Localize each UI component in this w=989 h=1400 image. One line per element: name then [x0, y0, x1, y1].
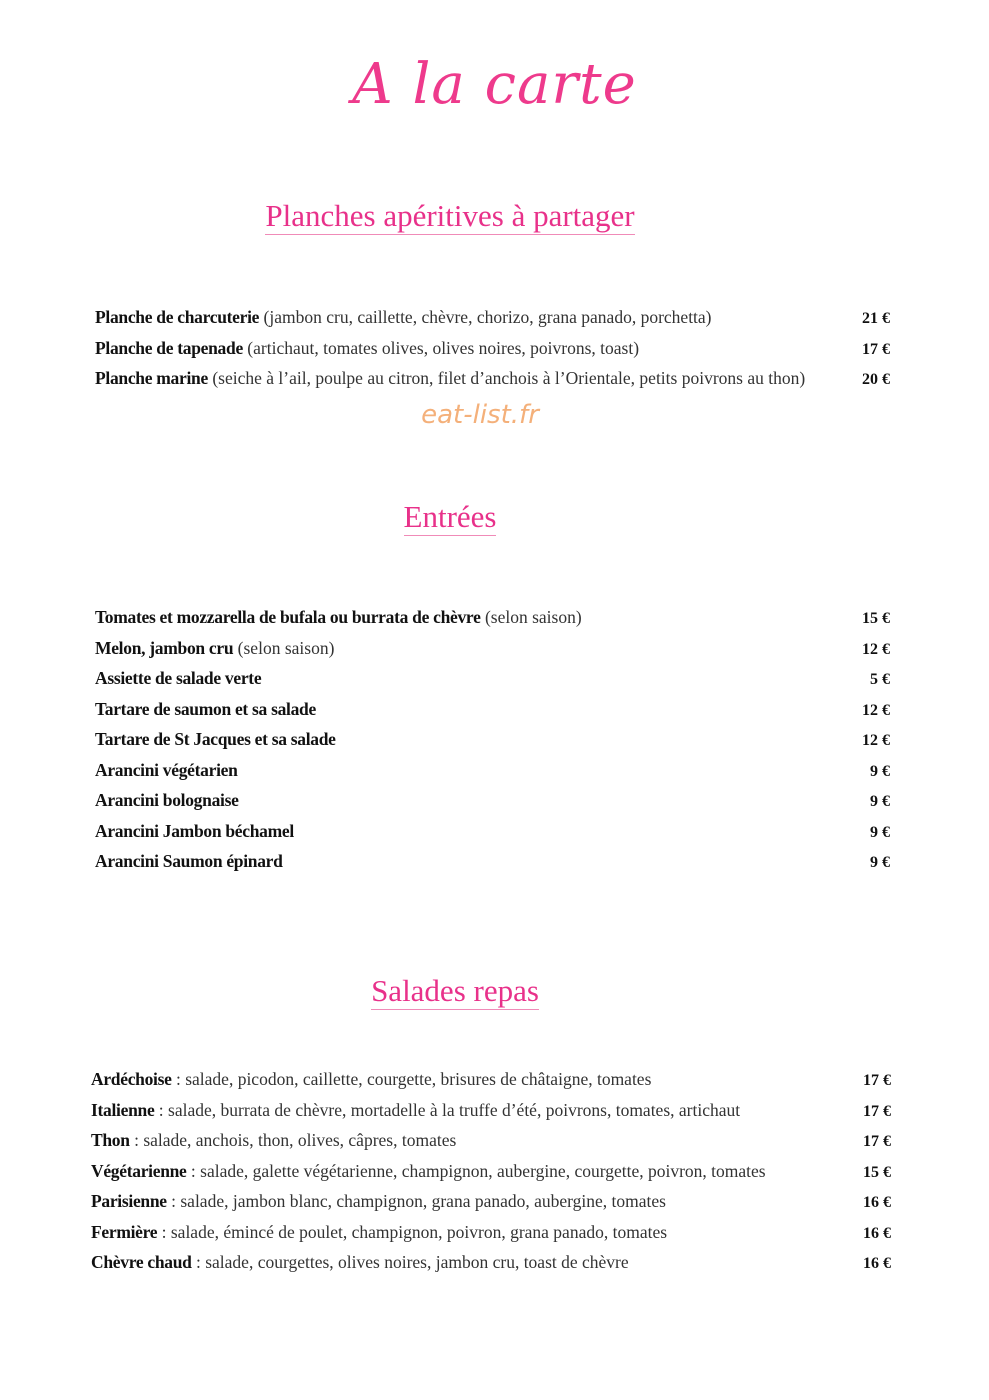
item-price: 12 € [862, 640, 890, 658]
item-price: 17 € [863, 1072, 891, 1089]
menu-item [95, 633, 890, 664]
item-price: 9 € [870, 823, 890, 841]
item-name: Arancini bolognaise [95, 790, 239, 810]
item-price: 9 € [870, 762, 890, 780]
menu-item-text [95, 602, 807, 633]
item-name: Ardéchoise [91, 1069, 172, 1089]
menu-item-text [95, 846, 807, 877]
menu-item-text [91, 1217, 803, 1248]
item-description: : salade, émincé de poulet, champignon, poivron, grana panado, tomates [157, 1221, 668, 1242]
item-description: : salade, jambon blanc, champignon, grana panado, aubergine, tomates [166, 1191, 666, 1211]
item-description: : salade, anchois, thon, olives, câpres, tomates [129, 1130, 457, 1150]
item-price: 16 € [863, 1194, 891, 1211]
menu-list-entrees [95, 602, 890, 877]
menu-item [91, 1247, 891, 1278]
item-name: Tartare de St Jacques et sa salade [95, 729, 336, 749]
menu-item [95, 846, 890, 877]
item-name: Planche de tapenade [95, 337, 243, 358]
section-title-salades [0, 973, 910, 1009]
item-description: : salade, courgettes, olives noires, jambon cru, toast de chèvre [191, 1252, 629, 1272]
section-title-entrees [0, 499, 900, 535]
item-price: 20 € [862, 371, 890, 388]
menu-item [95, 755, 890, 786]
item-name: Fermière [91, 1221, 158, 1242]
item-description: : salade, picodon, caillette, courgette, brisures de châtaigne, tomates [171, 1069, 652, 1089]
item-name: Chèvre chaud [91, 1252, 192, 1272]
menu-item-text [91, 1064, 803, 1095]
item-price: 17 € [862, 340, 890, 358]
section-title-planches [0, 198, 900, 234]
item-price: 17 € [863, 1133, 891, 1150]
menu-item-text [95, 333, 807, 364]
item-name: Planche marine [95, 368, 208, 388]
menu-item-text [91, 1186, 803, 1217]
menu-item-text [95, 785, 807, 816]
menu-item-text [95, 694, 807, 725]
menu-item [91, 1095, 891, 1126]
menu-item [91, 1125, 891, 1156]
item-name: Tomates et mozzarella de bufala ou burrata de chèvre [95, 607, 481, 627]
item-description: (selon saison) [233, 637, 335, 658]
menu-item-text [95, 816, 807, 847]
item-price: 21 € [862, 310, 890, 327]
section-title-salades-text: Salades repas [371, 973, 539, 1008]
item-name: Parisienne [91, 1191, 167, 1211]
item-name: Arancini Saumon épinard [95, 851, 283, 871]
item-price: 16 € [863, 1255, 891, 1272]
item-price: 15 € [862, 610, 890, 627]
item-description: (seiche à l’ail, poulpe au citron, filet d’anchois à l’Orientale, petits poivrons au thon) [207, 368, 806, 388]
menu-item [91, 1064, 891, 1095]
menu-item [91, 1217, 891, 1248]
menu-item-text [91, 1247, 803, 1278]
menu-list-salades [91, 1064, 891, 1278]
menu-item-text [91, 1125, 803, 1156]
item-price: 9 € [870, 854, 890, 871]
menu-item [95, 785, 890, 816]
item-description: (selon saison) [480, 607, 582, 627]
item-description: (artichaut, tomates olives, olives noires, poivrons, toast) [242, 337, 640, 358]
item-name: Thon [91, 1130, 130, 1150]
item-price: 16 € [863, 1224, 891, 1242]
menu-item [95, 724, 890, 755]
menu-item-text [95, 724, 807, 755]
item-name: Planche de charcuterie [95, 307, 260, 327]
watermark: eat-list.fr [421, 400, 539, 430]
menu-item [95, 816, 890, 847]
menu-item-text [95, 663, 807, 694]
item-description: (jambon cru, caillette, chèvre, chorizo, grana panado, porchetta) [259, 307, 712, 327]
menu-item-text [95, 755, 807, 786]
item-price: 12 € [862, 732, 890, 749]
menu-item-text [95, 363, 807, 394]
item-description: : salade, galette végétarienne, champignon, aubergine, courgette, poivron, tomates [186, 1160, 766, 1181]
item-price: 17 € [863, 1102, 891, 1120]
item-name: Arancini Jambon béchamel [95, 820, 294, 841]
menu-item [91, 1156, 891, 1187]
item-name: Italienne [91, 1099, 155, 1120]
item-price: 5 € [870, 671, 890, 688]
item-price: 12 € [862, 701, 890, 719]
item-price: 9 € [870, 793, 890, 810]
menu-item [95, 302, 890, 333]
menu-item [95, 602, 890, 633]
item-name: Arancini végétarien [95, 759, 238, 780]
section-title-planches-text: Planches apéritives à partager [265, 198, 635, 233]
menu-item [95, 663, 890, 694]
item-description: : salade, burrata de chèvre, mortadelle à la truffe d’été, poivrons, tomates, artichaut [154, 1099, 741, 1120]
menu-item-text [91, 1095, 803, 1126]
menu-item [91, 1186, 891, 1217]
item-name: Végétarienne [91, 1160, 187, 1181]
item-name: Melon, jambon cru [95, 637, 234, 658]
menu-item [95, 694, 890, 725]
menu-item [95, 333, 890, 364]
item-name: Assiette de salade verte [95, 668, 262, 688]
menu-item-text [95, 302, 807, 333]
section-title-entrees-text: Entrées [403, 499, 497, 534]
menu-item-text [95, 633, 807, 664]
item-price: 15 € [863, 1163, 891, 1181]
item-name: Tartare de saumon et sa salade [95, 698, 316, 719]
menu-item-text [91, 1156, 803, 1187]
page-title: A la carte [352, 52, 637, 117]
